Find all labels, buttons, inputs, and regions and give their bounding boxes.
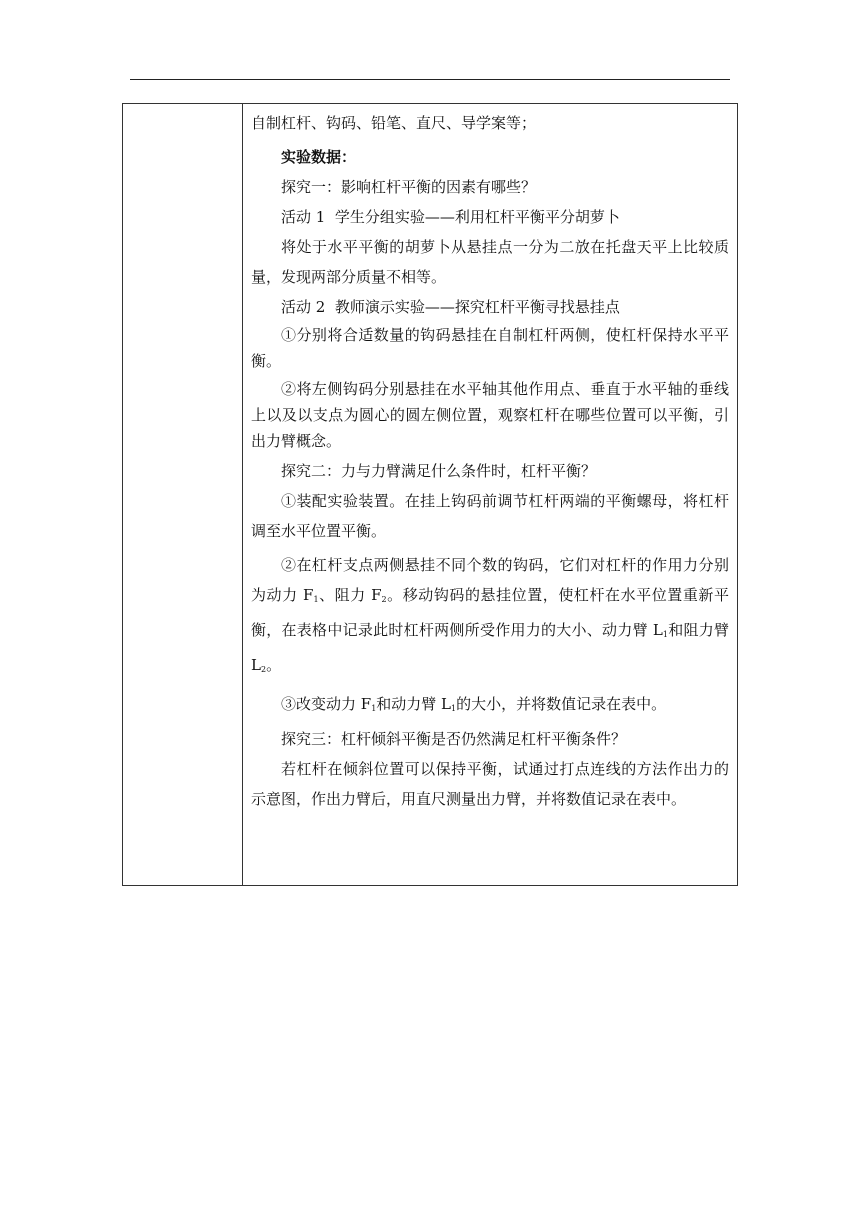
explore2-step2-text-a: ②在杠杆支点两侧悬挂不同个数的钩码，它们对杠杆的作用力分别为动力 F: [251, 556, 729, 604]
subscript-f1: 1: [371, 704, 377, 713]
activity2-step1: ①分别将合适数量的钩码悬挂在自制杠杆两侧，使杠杆保持水平平衡。: [251, 326, 729, 370]
activity2-title: 活动 2 教师演示实验——探究杠杆平衡寻找悬挂点: [281, 298, 620, 316]
activity1-title: 活动 1 学生分组实验——利用杠杆平衡平分胡萝卜: [281, 208, 620, 226]
explore3-title: 探究三：杠杆倾斜平衡是否仍然满足杠杆平衡条件？: [281, 730, 627, 748]
explore2-step2-text-d: 和阻力臂 L: [251, 621, 734, 674]
content-table: [122, 103, 738, 886]
subscript-f2: 2: [381, 595, 387, 604]
explore2-step2-text-b: 、阻力 F: [318, 586, 382, 604]
explore2-step3-text-c: 的大小，并将数值记录在表中。: [456, 695, 667, 713]
explore2-step3: [251, 689, 729, 724]
explore2-step2-text-e: 。: [266, 656, 282, 674]
header-rule: [130, 79, 730, 80]
explore1-title: 探究一：影响杠杆平衡的因素有哪些？: [281, 178, 537, 196]
data-heading: 实验数据：: [281, 148, 357, 166]
explore3-text: 若杠杆在倾斜位置可以保持平衡，试通过打点连线的方法作出力的示意图，作出力臂后，用直尺测量出力臂，并将数值记录在表中。: [251, 760, 729, 808]
explore2-step2-text-c: 。移动钩码的悬挂位置，使杠杆在水平位置重新平衡，在表格中记录此时杠杆两侧所受作用力的大小、动力臂 L: [251, 586, 729, 639]
explore2-step3-text-a: ③改变动力 F: [281, 695, 372, 713]
materials-line: 自制杠杆、钩码、铅笔、直尺、导学案等；: [251, 114, 537, 132]
table-content-cell: [243, 104, 737, 885]
explore2-step2: [251, 550, 734, 685]
explore2-step3-text-b: 和动力臂 L: [376, 695, 452, 713]
subscript-f1: 1: [313, 595, 319, 604]
explore2-step1: ①装配实验装置。在挂上钩码前调节杠杆两端的平衡螺母，将杠杆调至水平位置平衡。: [251, 492, 729, 540]
subscript-l1: 1: [451, 704, 457, 713]
activity1-text: 将处于水平平衡的胡萝卜从悬挂点一分为二放在托盘天平上比较质量，发现两部分质量不相等。: [251, 238, 729, 286]
table-label-cell: [123, 104, 243, 885]
subscript-l1: 1: [662, 630, 668, 639]
subscript-l2: 2: [260, 665, 267, 674]
explore2-title: 探究二：力与力臂满足什么条件时，杠杆平衡？: [281, 462, 597, 480]
activity2-step2: ②将左侧钩码分别悬挂在水平轴其他作用点、垂直于水平轴的垂线上以及以支点为圆心的圆左侧位置，观察杠杆在哪些位置可以平衡，引出力臂概念。: [251, 380, 729, 450]
